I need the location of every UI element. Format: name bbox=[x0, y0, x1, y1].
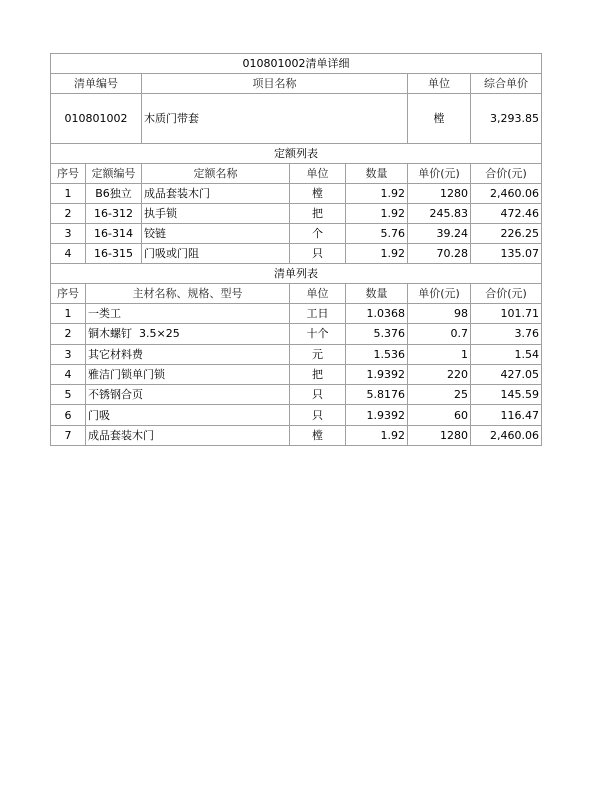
item-name: 木质门带套 bbox=[142, 94, 408, 144]
list-material: 不锈钢合页 bbox=[86, 385, 290, 405]
list-header-total: 合价(元) bbox=[471, 284, 542, 304]
list-row bbox=[51, 364, 542, 384]
list-no: 5 bbox=[51, 385, 86, 405]
quota-unit: 把 bbox=[290, 204, 346, 224]
list-unit: 把 bbox=[290, 364, 346, 384]
list-qty: 5.376 bbox=[346, 324, 408, 344]
quota-row bbox=[51, 244, 542, 264]
list-unit: 只 bbox=[290, 405, 346, 425]
item-unit-price: 3,293.85 bbox=[471, 94, 542, 144]
list-price: 1 bbox=[408, 344, 471, 364]
list-row bbox=[51, 304, 542, 324]
list-row bbox=[51, 425, 542, 445]
header-unit: 单位 bbox=[408, 74, 471, 94]
quota-qty: 5.76 bbox=[346, 224, 408, 244]
list-total: 427.05 bbox=[471, 364, 542, 384]
quota-header-name: 定额名称 bbox=[142, 164, 290, 184]
list-no: 1 bbox=[51, 304, 86, 324]
header-item-name: 项目名称 bbox=[142, 74, 408, 94]
quota-row bbox=[51, 224, 542, 244]
list-price: 25 bbox=[408, 385, 471, 405]
quota-total: 472.46 bbox=[471, 204, 542, 224]
quota-qty: 1.92 bbox=[346, 204, 408, 224]
list-price: 220 bbox=[408, 364, 471, 384]
list-total: 1.54 bbox=[471, 344, 542, 364]
quota-no: 2 bbox=[51, 204, 86, 224]
quota-qty: 1.92 bbox=[346, 184, 408, 204]
list-header-unit: 单位 bbox=[290, 284, 346, 304]
quota-header-unit: 单位 bbox=[290, 164, 346, 184]
header-unit-price: 综合单价 bbox=[471, 74, 542, 94]
quota-code: 16-314 bbox=[86, 224, 142, 244]
quota-name: 门吸或门阻 bbox=[142, 244, 290, 264]
list-header-material: 主材名称、规格、型号 bbox=[86, 284, 290, 304]
list-total: 116.47 bbox=[471, 405, 542, 425]
quota-header-price: 单价(元) bbox=[408, 164, 471, 184]
list-total: 145.59 bbox=[471, 385, 542, 405]
list-header-price: 单价(元) bbox=[408, 284, 471, 304]
list-section-title-row bbox=[51, 264, 542, 284]
list-price: 60 bbox=[408, 405, 471, 425]
quota-total: 226.25 bbox=[471, 224, 542, 244]
quota-code: 16-315 bbox=[86, 244, 142, 264]
quota-code: 16-312 bbox=[86, 204, 142, 224]
list-price: 0.7 bbox=[408, 324, 471, 344]
quota-total: 135.07 bbox=[471, 244, 542, 264]
summary-row bbox=[51, 94, 542, 144]
list-unit: 只 bbox=[290, 385, 346, 405]
list-unit: 元 bbox=[290, 344, 346, 364]
list-unit: 十个 bbox=[290, 324, 346, 344]
list-material: 雅洁门锁单门锁 bbox=[86, 364, 290, 384]
item-unit: 樘 bbox=[408, 94, 471, 144]
list-qty: 1.9392 bbox=[346, 405, 408, 425]
list-qty: 1.9392 bbox=[346, 364, 408, 384]
list-header-qty: 数量 bbox=[346, 284, 408, 304]
list-material: 其它材料费 bbox=[86, 344, 290, 364]
list-unit: 樘 bbox=[290, 425, 346, 445]
quota-unit: 个 bbox=[290, 224, 346, 244]
quota-name: 铰链 bbox=[142, 224, 290, 244]
quota-no: 1 bbox=[51, 184, 86, 204]
quota-row bbox=[51, 184, 542, 204]
bill-detail-table bbox=[50, 53, 542, 446]
quota-header-code: 定额编号 bbox=[86, 164, 142, 184]
list-no: 3 bbox=[51, 344, 86, 364]
list-section-title: 清单列表 bbox=[51, 264, 542, 284]
quota-no: 3 bbox=[51, 224, 86, 244]
list-qty: 1.92 bbox=[346, 425, 408, 445]
list-no: 6 bbox=[51, 405, 86, 425]
list-no: 4 bbox=[51, 364, 86, 384]
quota-total: 2,460.06 bbox=[471, 184, 542, 204]
quota-price: 70.28 bbox=[408, 244, 471, 264]
quota-header-no: 序号 bbox=[51, 164, 86, 184]
quota-name: 执手锁 bbox=[142, 204, 290, 224]
list-header-row bbox=[51, 284, 542, 304]
quota-price: 39.24 bbox=[408, 224, 471, 244]
quota-header-row bbox=[51, 164, 542, 184]
list-row bbox=[51, 405, 542, 425]
list-row bbox=[51, 324, 542, 344]
list-qty: 5.8176 bbox=[346, 385, 408, 405]
list-material: 铜木螺钉 3.5×25 bbox=[86, 324, 290, 344]
list-header-no: 序号 bbox=[51, 284, 86, 304]
list-qty: 1.0368 bbox=[346, 304, 408, 324]
quota-header-total: 合价(元) bbox=[471, 164, 542, 184]
list-material: 一类工 bbox=[86, 304, 290, 324]
list-material: 成品套装木门 bbox=[86, 425, 290, 445]
quota-section-title-row bbox=[51, 144, 542, 164]
bill-code: 010801002 bbox=[51, 94, 142, 144]
list-row bbox=[51, 344, 542, 364]
quota-unit: 樘 bbox=[290, 184, 346, 204]
quota-code: B6独立 bbox=[86, 184, 142, 204]
list-price: 98 bbox=[408, 304, 471, 324]
list-no: 2 bbox=[51, 324, 86, 344]
table-title: 010801002清单详细 bbox=[51, 54, 542, 74]
quota-unit: 只 bbox=[290, 244, 346, 264]
quota-row bbox=[51, 204, 542, 224]
list-no: 7 bbox=[51, 425, 86, 445]
title-row bbox=[51, 54, 542, 74]
list-row bbox=[51, 385, 542, 405]
list-total: 3.76 bbox=[471, 324, 542, 344]
list-total: 2,460.06 bbox=[471, 425, 542, 445]
quota-name: 成品套装木门 bbox=[142, 184, 290, 204]
quota-no: 4 bbox=[51, 244, 86, 264]
quota-header-qty: 数量 bbox=[346, 164, 408, 184]
quota-section-title: 定额列表 bbox=[51, 144, 542, 164]
quota-qty: 1.92 bbox=[346, 244, 408, 264]
quota-price: 245.83 bbox=[408, 204, 471, 224]
summary-header-row bbox=[51, 74, 542, 94]
list-qty: 1.536 bbox=[346, 344, 408, 364]
quota-price: 1280 bbox=[408, 184, 471, 204]
list-price: 1280 bbox=[408, 425, 471, 445]
list-unit: 工日 bbox=[290, 304, 346, 324]
header-bill-code: 清单编号 bbox=[51, 74, 142, 94]
list-total: 101.71 bbox=[471, 304, 542, 324]
list-material: 门吸 bbox=[86, 405, 290, 425]
